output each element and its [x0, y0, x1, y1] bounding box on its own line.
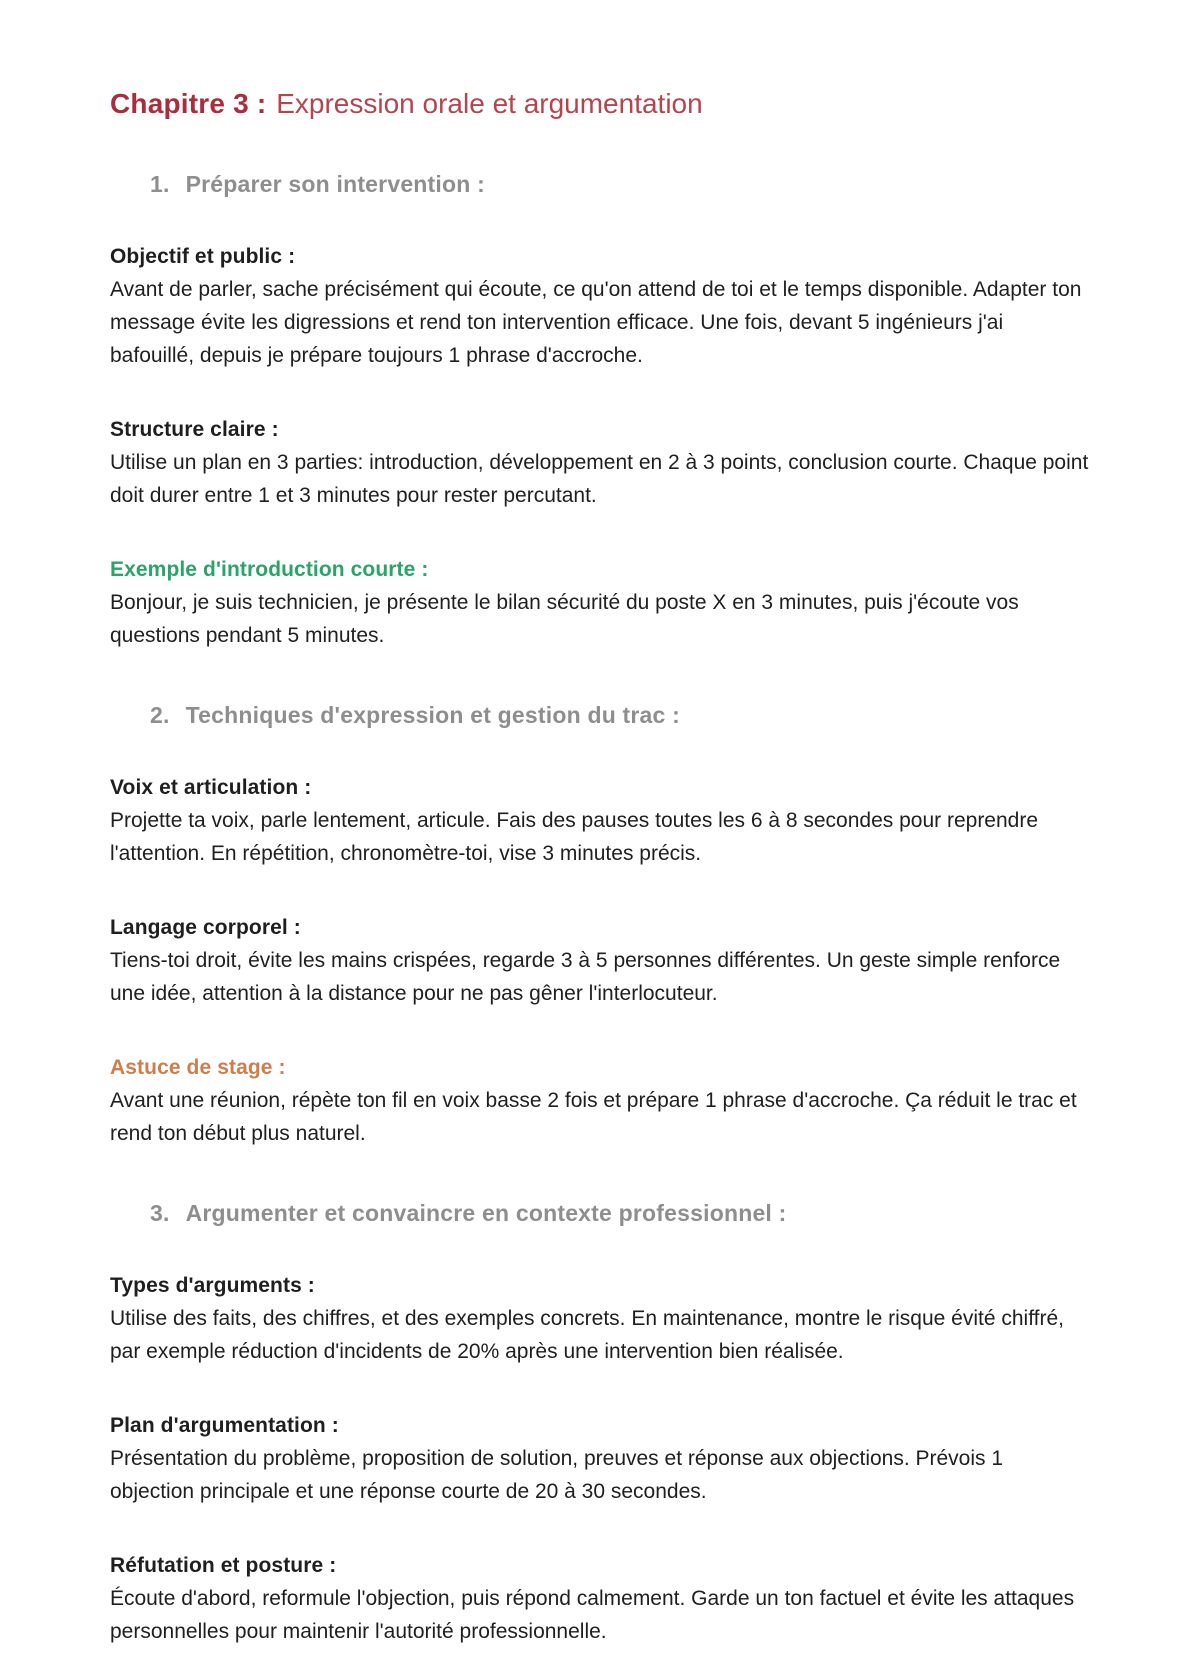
block-objectif-et-public: [110, 240, 1092, 372]
block-types-arguments: [110, 1269, 1092, 1368]
block-heading: Plan d'argumentation :: [110, 1414, 339, 1437]
block-heading: Langage corporel :: [110, 916, 301, 939]
block-body: Bonjour, je suis technicien, je présente le bilan sécurité du poste X en 3 minutes, puis j'écoute vos questions pendant 5 minutes.: [110, 591, 1019, 647]
section-number: 1.: [150, 171, 170, 197]
section-label: Préparer son intervention :: [185, 171, 485, 197]
block-refutation-et-posture: [110, 1549, 1092, 1648]
block-heading-example: Exemple d'introduction courte :: [110, 558, 429, 581]
block-body: Tiens-toi droit, évite les mains crispées, regarde 3 à 5 personnes différentes. Un geste simple renforce une idée, attention à la distance pour ne pas gêner l'interlocuteur.: [110, 949, 1061, 1005]
block-plan-argumentation: [110, 1409, 1092, 1508]
chapter-title-text: Expression orale et argumentation: [276, 88, 703, 119]
section-heading-3: [110, 1200, 1092, 1227]
chapter-title: [110, 86, 1092, 121]
block-voix-et-articulation: [110, 771, 1092, 870]
chapter-title-prefix: Chapitre 3 :: [110, 88, 267, 119]
block-body: Présentation du problème, proposition de solution, preuves et réponse aux objections. Prévois 1 objection principale et une réponse courte de 20 à 30 secondes.: [110, 1447, 1004, 1503]
block-langage-corporel: [110, 911, 1092, 1010]
block-body: Avant de parler, sache précisément qui écoute, ce qu'on attend de toi et le temps disponible. Adapter ton message évite les digressions et rend ton intervention efficace. Une fois, devant 5 ingénieurs j'ai bafouillé, depuis je prépare toujours 1 phrase d'accroche.: [110, 278, 1082, 367]
block-heading: Types d'arguments :: [110, 1274, 315, 1297]
section-number: 3.: [150, 1200, 170, 1226]
block-structure-claire: [110, 413, 1092, 512]
block-body: Utilise des faits, des chiffres, et des exemples concrets. En maintenance, montre le risque évité chiffré, par exemple réduction d'incidents de 20% après une intervention bien réalisée.: [110, 1307, 1065, 1363]
block-heading-tip: Astuce de stage :: [110, 1056, 286, 1079]
block-body: Projette ta voix, parle lentement, articule. Fais des pauses toutes les 6 à 8 secondes pour reprendre l'attention. En répétition, chronomètre-toi, vise 3 minutes précis.: [110, 809, 1039, 865]
block-body: Écoute d'abord, reformule l'objection, puis répond calmement. Garde un ton factuel et évite les attaques personnelles pour maintenir l'autorité professionnelle.: [110, 1587, 1075, 1643]
block-heading: Objectif et public :: [110, 245, 296, 268]
section-label: Argumenter et convaincre en contexte professionnel :: [185, 1200, 787, 1226]
block-heading: Voix et articulation :: [110, 776, 312, 799]
block-body: Avant une réunion, répète ton fil en voix basse 2 fois et prépare 1 phrase d'accroche. Ça réduit le trac et rend ton début plus naturel.: [110, 1089, 1077, 1145]
section-number: 2.: [150, 702, 170, 728]
section-label: Techniques d'expression et gestion du trac :: [185, 702, 680, 728]
block-body: Utilise un plan en 3 parties: introduction, développement en 2 à 3 points, conclusion courte. Chaque point doit durer entre 1 et 3 minutes pour rester percutant.: [110, 451, 1089, 507]
section-heading-1: [110, 171, 1092, 198]
block-heading: Réfutation et posture :: [110, 1554, 337, 1577]
section-heading-2: [110, 702, 1092, 729]
block-exemple-introduction: [110, 553, 1092, 652]
block-astuce-de-stage: [110, 1051, 1092, 1150]
block-heading: Structure claire :: [110, 418, 279, 441]
